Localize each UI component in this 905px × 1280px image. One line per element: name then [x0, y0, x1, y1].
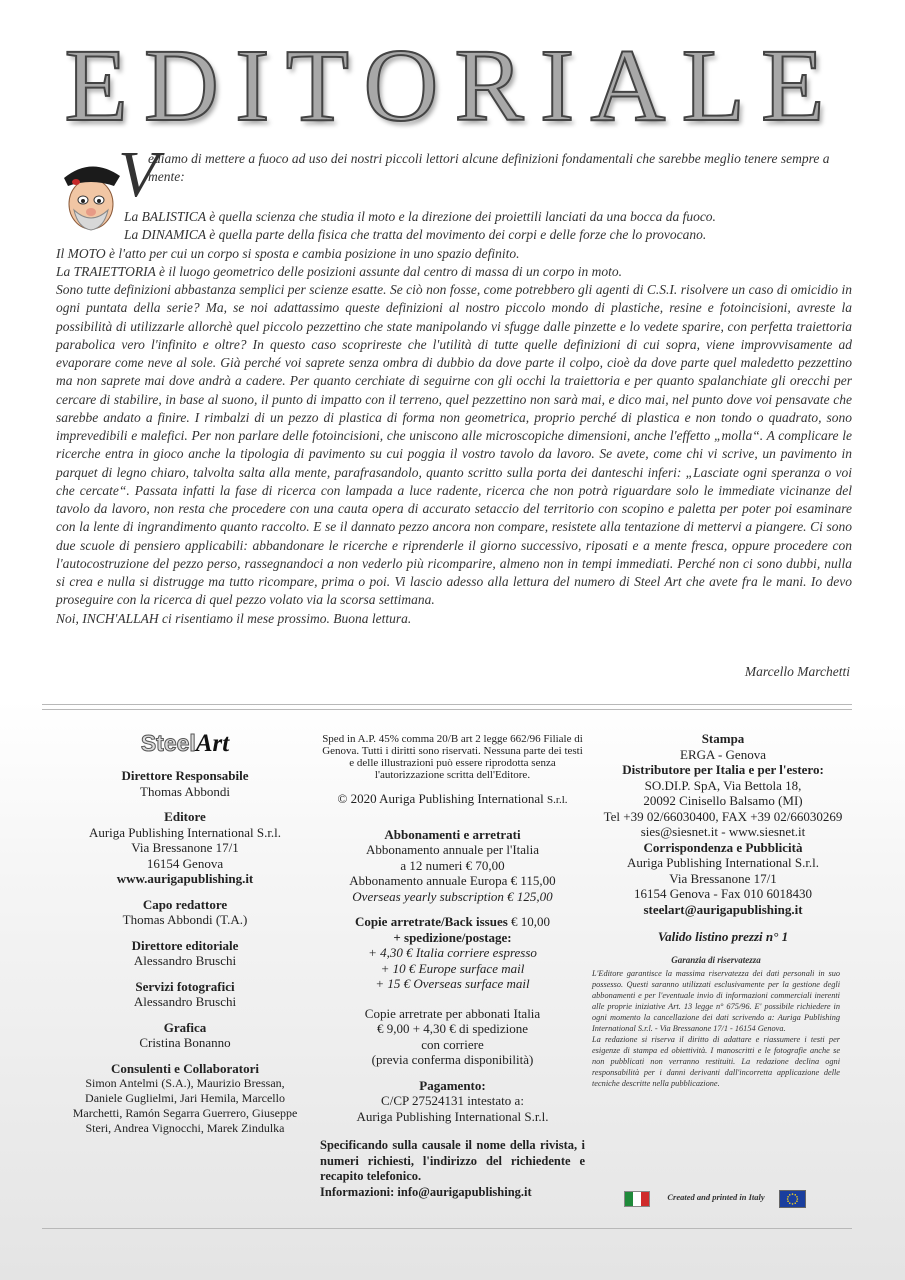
divider	[42, 704, 852, 705]
editorial-intro: ediamo di mettere a fuoco ad uso dei nostri piccoli lettori alcune definizioni fondamentali che sarebbe meglio tenere sempre a mente:	[148, 151, 830, 184]
privacy-notice: Garanzia di riservatezza L'Editore garantisce la massima riservatezza dei dati personali in suo possesso. Questi saranno utilizzati esclusivamente per la gestione degli abbonamenti e per l'eventuale invio di informazioni commerciali inerenti alle proprie iniziative Art. 13 legge n° 675/96. E' possibile richiedere in ogni momento la cancellazione dei dati scrivendo a: Auriga Publishing International S.r.l. - Via Bressanone 17/1 - 16154 Genova. La redazione si riserva il diritto di adattare e riassumere i testi per esigenze di stampa ed obiettività. I manoscritti e le fotografie anche se non pubblicati non verranno restituiti. La redazione declina ogni responsabilità per i danni derivanti dall'incorretta applicazione delle tecniche descritte nella pubblicazione.	[592, 955, 840, 1088]
steelart-email-link[interactable]: steelart@aurigapublishing.it	[643, 901, 803, 917]
italy-flag-icon	[624, 1191, 650, 1207]
eu-flag-icon	[779, 1190, 806, 1208]
editorial-signature: Marcello Marchetti	[744, 664, 850, 679]
definition-balistica: La BALISTICA è quella scienza che studia il moto e la direzione dei proiettili lanciati da una bocca da fuoco.	[124, 209, 716, 224]
publisher-website-link[interactable]: www.aurigapublishing.it	[116, 871, 254, 886]
info-email-link[interactable]: Informazioni: info@aurigapublishing.it	[320, 1184, 532, 1199]
subscriptions-column: Sped in A.P. 45% comma 20/B art 2 legge 662/96 Filiale di Genova. Tutti i diritti sono riservati. Nessuna parte dei testi e delle illustrazioni può essere riprodotta senza l'autorizzazione scritta dell'Editore. © 2020 Auriga Publishing International S.r.l. Abbonamenti e arretrati Abbonamento annuale per l'Italia a 12 numeri € 70,00 Abbonamento annuale Europa € 115,00 Overseas yearly subscription € 125,00 Copie arretrate/Back issues € 10,00 + spedizione/postage: + 4,30 € Italia corriere espresso + 10 € Europe surface mail + 15 € Overseas surface mail Copie arretrate per abbonati Italia € 9,00 + 4,30 € di spedizione con corriere (previa conferma disponibilità) Pagamento: C/CP 27524131 intestato a: Auriga Publishing International S.r.l. Specificando sulla causale il nome della rivista, i numeri richiesti, l'indirizzo del richiedente e recapito telefonico. Informazioni: info@aurigapublishing.it	[320, 733, 585, 1199]
legal-notice: Sped in A.P. 45% comma 20/B art 2 legge 662/96 Filiale di Genova. Tutti i diritti sono riservati. Nessuna parte dei testi e delle illustrazioni può essere riprodotta senza l'autorizzazione scritta dell'Editore.	[322, 733, 583, 781]
divider	[42, 709, 852, 710]
masthead-column: SteelArt Direttore Responsabile Thomas Abbondi Editore Auriga Publishing International S.r.l. Via Bressanone 17/1 16154 Genova www.aurigapublishing.it Capo redattore Thomas Abbondi (T.A.) Direttore editoriale Alessandro Bruschi Servizi fotografici Alessandro Bruschi Grafica Cristina Bonanno Consulenti e Collaboratori Simon Antelmi (S.A.), Maurizio Bressan, Daniele Guglielmi, Jari Hemila, Marcello Marchetti, Ramón Segarra Guerrero, Giuseppe Steri, Andrea Vignocchi, Marek Zindulka	[70, 736, 300, 1136]
payment-note: Specificando sulla causale il nome della rivista, i numeri richiesti, l'indirizzo del richiedente e recapito telefonico.	[320, 1138, 585, 1183]
editorial-body	[56, 208, 852, 628]
steel-art-logo: SteelArt	[140, 730, 230, 757]
contributors-list: Simon Antelmi (S.A.), Maurizio Bressan, Daniele Guglielmi, Jari Hemila, Marcello Marchetti, Ramón Segarra Guerrero, Giuseppe Steri, Andrea Vignocchi, Marek Zindulka	[72, 1076, 298, 1135]
definition-dinamica: La DINAMICA è quella parte della fisica che tratta del movimento dei corpi e delle forze che lo provocano.	[124, 227, 707, 243]
distributor-contact-link[interactable]: sies@siesnet.it - www.siesnet.it	[640, 824, 806, 839]
copyright: © 2020 Auriga Publishing International S.r.l.	[337, 791, 568, 806]
page-title: EDITORIALE	[64, 28, 841, 143]
distribution-column: Stampa ERGA - Genova Distributore per Italia e per l'estero: SO.DI.P. SpA, Via Bettola 18, 20092 Cinisello Balsamo (MI) Tel +39 02/66030400, FAX +39 02/66030269 sies@siesnet.it - www.siesnet.it Corrispondenza e Pubblicità Auriga Publishing International S.r.l. Via Bressanone 17/1 16154 Genova - Fax 010 6018430 steelart@aurigapublishing.it Valido listino prezzi n° 1	[588, 731, 858, 945]
drop-cap: V	[118, 138, 159, 211]
divider	[42, 1228, 852, 1229]
made-in-italy-label: Created and printed in Italy	[667, 1192, 765, 1202]
definition-moto: Il MOTO è l'atto per cui un corpo si sposta e cambia posizione in uno spazio definito.	[56, 245, 520, 261]
definition-traiettoria: La TRAIETTORIA è il luogo geometrico delle posizioni assunte dal centro di massa di un corpo in moto.	[56, 263, 622, 279]
editorial-closing: Noi, INCH'ALLAH ci risentiamo il mese prossimo. Buona lettura.	[56, 610, 412, 626]
editorial-main-text: Sono tutte definizioni abbastanza semplici per scienze esatte. Se ciò non fosse, come potrebbero gli agenti di C.S.I. risolvere un caso di omicidio in ogni puntata della serie? Ma, se noi adattassimo queste definizioni al nostro piccolo mondo di plastiche, resine e fotoincisioni, avreste la possibilità di utilizzarle allorchè quel piccolo pezzettino che state manipolando vi sfugge dalle pinzette e lo vedete sparire, con perfetta traiettoria parabolica vero l'infinito e oltre? In questo caso scoprireste che l'utilità di tutte quelle definizioni di cui sopra, viene improvvisamente ad evaporare come neve al sole. Già perché voi saprete senza ombra di dubbio da dove parte il colpo, cioè da dove parte quel maledetto pezzettino ma non saprete mai dove andrà a cadere. Per quanto cerchiate di seguirne con gli occhi la traiettoria e per quanto spalanchiate gli orecchi per cercare di stabilire, in base al suono, il punto di impatto con il terreno, quel pezzettino non sarà mai, e dico mai, nel punto dove voi pensavate che sarebbe andato a finire. I rimbalzi di un pezzo di plastica di forma non geometrica, proprio perché di plastica e non tondo o quadrato, sono imprevedibili e malefici. Per non parlare delle fotoincisioni, che uniscono alle microscopiche dimensioni, anche l'effetto „molla“. A complicare le ricerche entra in gioco anche la tipologia di pavimento su cui poggia il vostro tavolo da lavoro. Se avete, come chi vi scrive, un pavimento in parquet di legno chiaro, talvolta salta alla mente, parafrasandolo, quanto scritto sulla porta dei danteschi inferi: „Lasciate ogni speranza o voi che cercate“. Passata infatti la fase di ricerca con lampada a luce radente, ricerca che non potrà riguardare solo le immediate vicinanze del tavolo da lavoro, non resta che procedere con una cauta opera di accurato setaccio del territorio con scopino e paletta per poter poi esaminare con la lente di ingrandimento quanto raccolto. E se il dannato pezzo ancora non compare, resistete alla tentazione di mettervi a piangere. Ci sono due scuole di pensiero applicabili: abbandonare le ricerche e riprenderle il giorno successivo, riposati e a mente fresca, oppure procedere con l'autocostruzione del pezzo perso, rassegnandoci a non vederlo più ricomparire, almeno non in tempi immediati. Perché non ci sono dubbi, nulla si crea e nulla si distrugge ma tutto ricompare, prima o poi. Vi lascio adesso alla lettura del numero di Steel Art che avete fra le mani. Io devo proseguire con la ricerca di quel pezzo volato via la scorsa settimana.	[56, 282, 852, 608]
